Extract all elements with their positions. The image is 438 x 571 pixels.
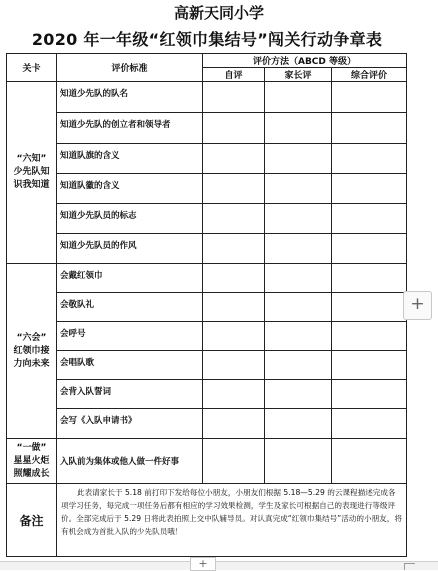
parent-cell[interactable] <box>265 174 332 204</box>
overall-cell[interactable] <box>332 439 407 484</box>
school-name: 高新天同小学 <box>173 4 264 22</box>
self-cell[interactable] <box>203 174 265 204</box>
self-cell[interactable] <box>203 293 265 322</box>
overall-cell[interactable] <box>332 293 407 322</box>
group-label-line: “一做” <box>16 442 47 453</box>
item-standard: 会呼号 <box>57 322 203 351</box>
item-standard: 知道少先队的队名 <box>57 82 203 113</box>
header-standard: 评价标准 <box>57 54 203 82</box>
group-label-line: 星星火炬 <box>13 455 50 466</box>
self-cell[interactable] <box>203 264 265 293</box>
self-cell[interactable] <box>203 113 265 144</box>
header-stage: 关卡 <box>7 54 57 82</box>
parent-cell[interactable] <box>265 113 332 144</box>
header-self: 自评 <box>203 68 265 82</box>
self-cell[interactable] <box>203 204 265 234</box>
item-standard: 会敬队礼 <box>57 293 203 322</box>
parent-cell[interactable] <box>265 322 332 351</box>
add-icon[interactable]: + <box>403 291 432 320</box>
item-standard: 会戴红领巾 <box>57 264 203 293</box>
item-standard: 知道少先队的创立者和领导者 <box>57 113 203 144</box>
self-cell[interactable] <box>203 409 265 439</box>
parent-cell[interactable] <box>265 293 332 322</box>
group-label-six-can <box>7 264 57 439</box>
group-label-line: 力向未来 <box>13 358 50 369</box>
self-cell[interactable] <box>203 82 265 113</box>
group-label-line: 红领巾接 <box>13 345 50 356</box>
overall-cell[interactable] <box>332 351 407 380</box>
overall-cell[interactable] <box>332 174 407 204</box>
group-label-line: “六会” <box>16 332 47 343</box>
parent-cell[interactable] <box>265 82 332 113</box>
overall-cell[interactable] <box>332 234 407 264</box>
page-title: 2020 年一年级“红领巾集结号”闯关行动争章表 <box>31 30 383 49</box>
group-label-six-know <box>7 82 57 264</box>
self-cell[interactable] <box>203 234 265 264</box>
item-standard: 会唱队歌 <box>57 351 203 380</box>
parent-cell[interactable] <box>265 380 332 409</box>
parent-cell[interactable] <box>265 351 332 380</box>
item-standard: 知道少先队员的作风 <box>57 234 203 264</box>
group-label-one-do <box>7 439 57 484</box>
overall-cell[interactable] <box>332 264 407 293</box>
note-text: 此表请家长于 5.18 前打印下发给每位小朋友，小朋友们根据 5.18—5.29 的云课程描述完成各项学习任务，每完成一项任务后都有相应的学习效果检测，学生及家长可根据自己的表现进行等级评价。全部完成后于 5.29 日将此表拍照上交中队辅导员。对认真完成“红领巾集结号”活动的小朋友，将有机会成为首批入队的少先队员哦！ <box>57 484 407 557</box>
note-label: 备注 <box>7 484 57 557</box>
item-standard: 会写《入队申请书》 <box>57 409 203 439</box>
item-standard: 知道少先队员的标志 <box>57 204 203 234</box>
group-label-line: 少先队知 <box>13 167 50 177</box>
parent-cell[interactable] <box>265 234 332 264</box>
parent-cell[interactable] <box>265 204 332 234</box>
header-parent: 家长评 <box>265 68 332 82</box>
item-standard: 入队前为集体或他人做一件好事 <box>57 439 203 484</box>
overall-cell[interactable] <box>332 409 407 439</box>
header-method: 评价方法（ABCD 等级） <box>203 54 407 68</box>
overall-cell[interactable] <box>332 113 407 144</box>
self-cell[interactable] <box>203 322 265 351</box>
group-label-line: 识我知道 <box>13 180 50 190</box>
self-cell[interactable] <box>203 351 265 380</box>
bottom-add-icon[interactable]: + <box>190 557 216 571</box>
overall-cell[interactable] <box>332 380 407 409</box>
parent-cell[interactable] <box>265 264 332 293</box>
header-overall: 综合评价 <box>332 68 407 82</box>
group-label-line: 照耀成长 <box>13 468 50 479</box>
item-standard: 会背入队誓词 <box>57 380 203 409</box>
parent-cell[interactable] <box>265 439 332 484</box>
self-cell[interactable] <box>203 380 265 409</box>
overall-cell[interactable] <box>332 82 407 113</box>
overall-cell[interactable] <box>332 204 407 234</box>
self-cell[interactable] <box>203 439 265 484</box>
parent-cell[interactable] <box>265 409 332 439</box>
evaluation-table <box>6 53 407 557</box>
overall-cell[interactable] <box>332 322 407 351</box>
item-standard: 知道队旗的含义 <box>57 144 203 174</box>
group-label-line: “六知” <box>16 154 47 164</box>
self-cell[interactable] <box>203 144 265 174</box>
parent-cell[interactable] <box>265 144 332 174</box>
overall-cell[interactable] <box>332 144 407 174</box>
item-standard: 知道队徽的含义 <box>57 174 203 204</box>
